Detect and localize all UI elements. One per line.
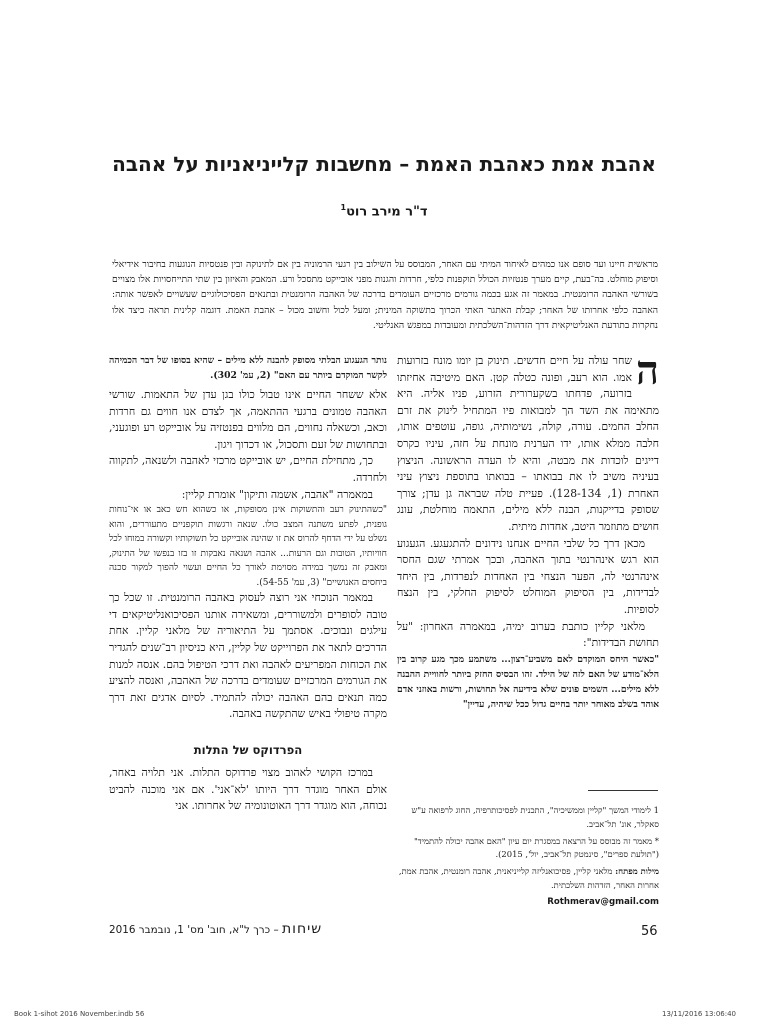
left-column [109, 353, 387, 815]
journal-details: – כרך ל"א, חוב' מס' 1, נובמבר 2016 [109, 924, 282, 936]
print-slug-timestamp: 13/11/2016 13:06:40 [662, 1010, 737, 1018]
body-paragraph: במאמרה "אהבה, אשמה ותיקון" אומרת קליין: [181, 487, 373, 501]
opening-paragraph [397, 347, 659, 536]
section-heading: הפרדוקס של התלות [193, 742, 303, 757]
keywords-label: מילות מפתח: [615, 866, 659, 877]
opening-paragraph-text: שחר עולה על חיים חדשים. תינוק בן יומו מונח בזרועות אמו. הוא רעב, ופונה כטלה קטן. האם מיטיבה אחיזתו בזרועה, פדחתו בשקערורית הזרוע, פניו אליה. היא מתאימה את השד הך למבואות פיו המתחיל לינוק את זרם החלב החמים. עורה, קולה, נשימותיה, גופה, עוטפים אותו, חלבה ממלא אותו, ידו הערנית מונחת על חזה, עיניו כקרס דייגים לוכדות את מבטה, והיא לו העדה הראשונה. הניצוץ בעיניה משיב לו את בבואתו – בבואתו בתוספת ניצוץ עיני האחרת (1, 128-134). פעיית טלה שבראה גן עדן; צורך שסופק בדייקנות, הבנה ללא מילים, התאמה מוחלטת, עונג חושים מתוזמר היטב, אחדות מיתית. [397, 354, 659, 533]
drop-cap: ה [635, 347, 659, 394]
print-slug-file: Book 1-sihot 2016 November.indb 56 [14, 1010, 145, 1018]
footnote-1: 1 לימודי המשך "קליין וממשיכיה", התכנית לפסיכותרפיה, החוג לרפואה ע"ש סאקלר, אונ' תל־אביב. [411, 805, 659, 829]
footnote-divider [588, 790, 658, 791]
block-quote: "כשהתינוק רעב והתשוקות אינן מסופקות, או כשהוא חש כאב או אי־נוחות גופנית, לפתע משתנה המצב כולו. שנאה ורגשות תוקפניים מתעוררים, והוא נשלט על ידי הדחף להרוס את זו שהינה אובייקט כל תשוקותיו וקשורה במוחו לכל חוויותיו, הטובות וגם הרעות... אהבה ושנאה נאבקות זו בזו בנפשו של התינוק, ומאבק זה נמשך במידה מסוימת לאורך כל החיים ועשוי להפוך למקור סכנה ביחסים האנושיים" (3, עמ' 54-55). [109, 505, 387, 588]
article-author [0, 203, 768, 219]
author-footnote-mark: 1 [340, 203, 347, 212]
footnote-2: * מאמר זה מבוסס על הרצאה במסגרת יום עיון "האם אהבה יכולה להתמיד" ("תולעת ספרים", סינמטק תל־אביב, יול', 2015). [413, 835, 659, 860]
journal-footer [109, 921, 322, 937]
body-paragraph: אלא ששחר החיים אינו טבול כולו בגן עדן של התאמות. שורשי האהבה טמונים ברגעי ההתאמה, אך לצדם אנו חווים גם חרדות וכאב, וכשאלה נחווים, הם מלווים בפנטזיה על אובייקט רע ופוגעני, ובתחושות של זעם ותסכול, או דכדוך ויגון. [109, 388, 387, 451]
journal-name: שיחות [281, 921, 323, 937]
right-column [397, 347, 659, 716]
body-paragraph: במאמר הנוכחי אני רוצה לעסוק באהבה הרומנטית. זו שכל כך טובה לסופרים ולמשוררים, ומשאירה אותנו הפסיכואנליטיקאים די עילגים ונבוכים. אסתמך על התיאוריה של מלאני קליין. אחת הדרכים לתאר את הפרוייקט של קליין, היא כניסיון רב־שנים להגדיר את הכוחות המפריעים לאהבה ואת דרכי הטיפול בהם. אנסה למנות את הגורמים המרכזיים שעומדים בדרכה של האהבה, ואנסה להציע כמה תנאים בהם האהבה יכולה להתמיד. לסיום אדגים זאת דרך מקרה טיפולי באיש שהתקשה באהבה. [109, 591, 387, 721]
body-paragraph: במרכז הקושי לאהוב מצוי פרדוקס התלות. אני תלויה באחר, אולם האחר מוגדר דרך היותו 'לא־אני'. אם אני מוכנה להביט נכוחה, הוא מוגדר דרך האוטונומיה של אחרותו. אני [109, 765, 387, 813]
body-paragraph: מכאן דרך כל שלבי החיים אנחנו נידונים להתגעגע. הגעגוע הוא רגש אינהרנטי בתוך האהבה, ובכך אמרתי שגם החסר אינהרנטי לה, הפער הנצחי בין האחדות לנפרדות, בין היחד לבדידות, בין הסיפוק המוחלט לסיפוק החלקי, בין הנצח לסופיות. [397, 536, 659, 616]
article-title: אהבת אמת כאהבת האמת – מחשבות קלייניאניות על אהבה [112, 152, 656, 176]
body-paragraph: מלאני קליין כותבת בערוב ימיה, במאמרה האחרון: "על תחושת הבדידות": [397, 619, 659, 650]
author-email[interactable]: Rothmerav@gmail.com [547, 896, 659, 907]
block-quote: "כאשר היחס המוקדם לאם משביע־רצון... משתמע מכך מגע קרוב בין הלא־מודע של האם לזה של הילד. זהו הבסיס החזק ביותר לחוויית ההבנה ללא מילים... השמים פונים שלא בידיעה אל תחושות, ורשות באוזני אדם אוהד בשלב מאוחר יותר בחיים גדול ככל שיהיה, עדיין" [397, 653, 659, 710]
page-number: 56 [641, 924, 658, 939]
body-paragraph: כך, מתחילת החיים, יש אובייקט מרכזי לאהבה ולשנאה, לתקווה ולחרדה. [109, 454, 387, 484]
footnotes [397, 804, 659, 910]
article-abstract: מראשית חיינו ועד סופם אנו כמהים לאיחוד המיתי עם האחר, המבוסס על השילוב בין רגעי הרמוניה בין אם לתינוקה ובין פנטסיות הנוגעות בחיבור אידיאלי וסיפוק מוחלט. בה־בעת, קיים מערך פנטזיות הכולל תוקפנות כלפי, חרדות והגנות מפני אובייקט מתסכל ורע. המאבק והאיזון בין שתי התייחסויות אלו מצויים בשורשי האהבה הרומנטית. במאמר זה אגע בכמה גורמים מרכזיים העומדים בדרכה של האהבה הרומנטית ובתנאים הפסיכולוגיים שעשויים לאפשר אותה: האהבה כלפי אחרותו של האחר; קבלת האתגר האתי הכרוך בתשוקה המינית; ומעל לכול וחשוב מכול – אהבת האמת. דוגמה קלינית תראה כיצד אלו נחקרות בתודעת האנליטיקאית דרך הזדהות־השלכתית ומעובדות במפגש האנליטי. [112, 259, 658, 331]
author-name: ד"ר מירב רוט [346, 204, 428, 220]
block-quote-continued: נותר הגעגוע הבלתי מסופק להבנה ללא מילים – שהיא בסופו של דבר הכמיהה לקשר המוקדם ביותר עם האם" (2, עמ' 302). [109, 355, 387, 381]
keywords [397, 865, 659, 893]
keywords-text: מלאני קליין, פסיכואנליזה קלייניאנית, אהבה רומנטית, אהבת אמת, אחרות האחר, הזדהות השלכתית. [398, 866, 659, 890]
